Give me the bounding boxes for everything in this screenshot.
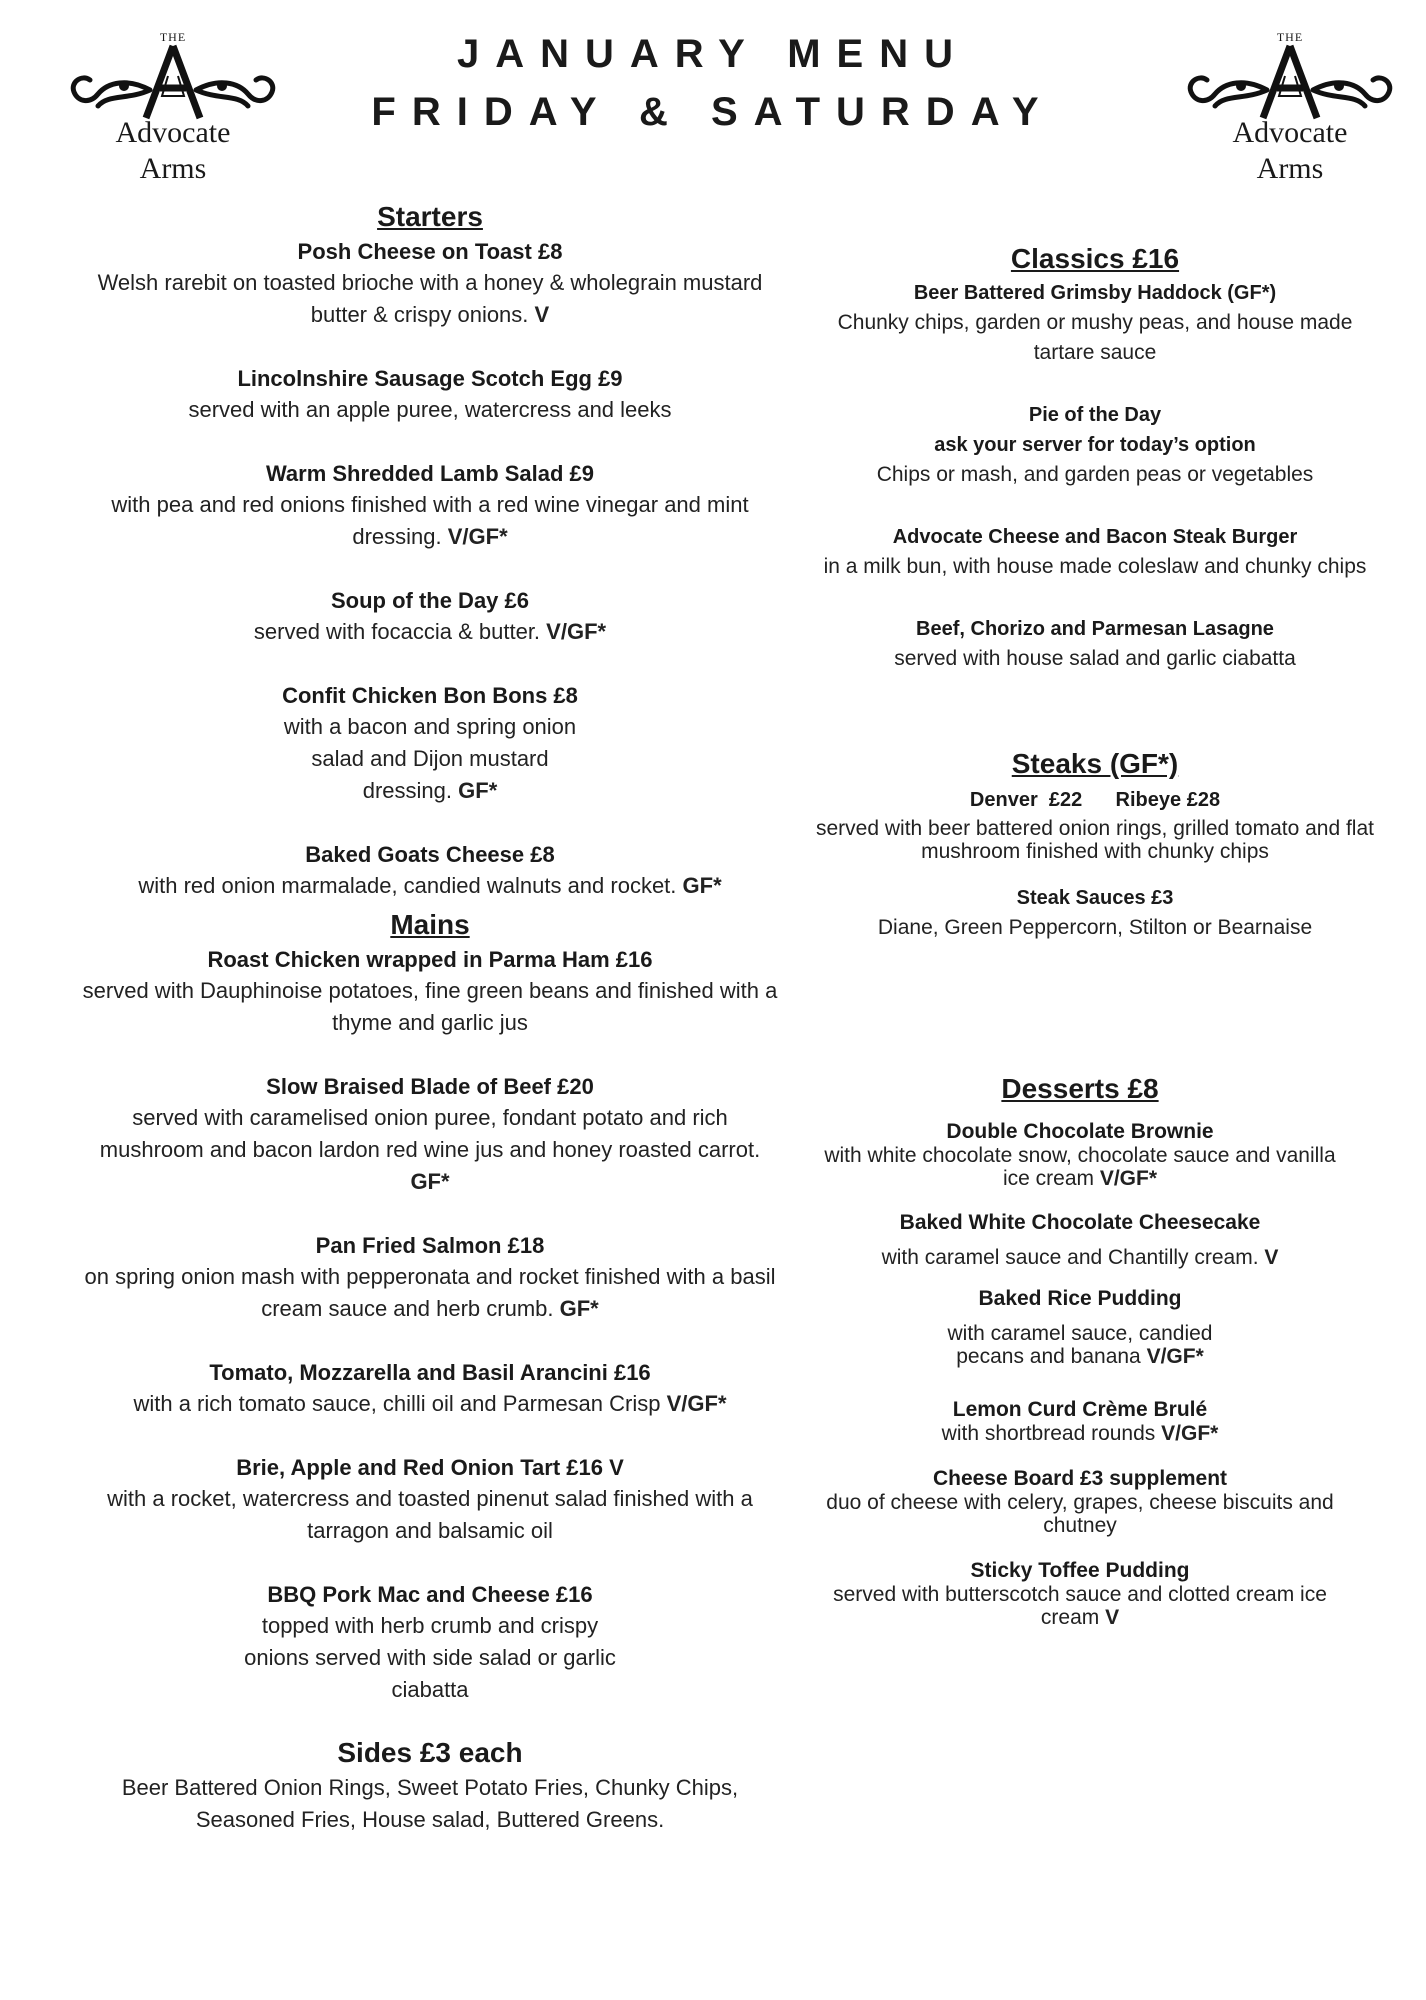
dessert-desc: with caramel sauce, candied pecans and banana V/GF*: [947, 1322, 1213, 1368]
dessert-desc: duo of cheese with celery, grapes, cheese biscuits and chutney: [826, 1491, 1334, 1537]
dessert-name: Baked White Chocolate Cheesecake: [899, 1211, 1261, 1234]
main-name: Pan Fried Salmon £18: [315, 1233, 545, 1258]
classic-name: Beef, Chorizo and Parmesan Lasagne: [916, 618, 1274, 640]
main-item: [70, 1357, 790, 1420]
dessert-name: Double Chocolate Brownie: [946, 1120, 1214, 1143]
dietary-tag: V/GF*: [1099, 1167, 1158, 1190]
dietary-tag: V/GF*: [447, 524, 508, 549]
dessert-name: Baked Rice Pudding: [978, 1287, 1182, 1310]
main-item: [70, 1452, 790, 1547]
logo-right: [1185, 28, 1395, 188]
starter-item: [70, 680, 790, 807]
dessert-name: Sticky Toffee Pudding: [970, 1559, 1190, 1582]
classics-section: [805, 240, 1385, 674]
left-column: [70, 198, 790, 1836]
dietary-tag: V: [1264, 1246, 1279, 1269]
dessert-desc: with shortbread rounds V/GF*: [941, 1422, 1219, 1445]
main-name: BBQ Pork Mac and Cheese £16: [267, 1582, 593, 1607]
classic-desc: Chunky chips, garden or mushy peas, and house made tartare sauce: [837, 311, 1353, 364]
main-desc: topped with herb crumb and crispy onions served with side salad or garlic ciabatta: [244, 1613, 616, 1702]
steak-desc: served with beer battered onion rings, grilled tomato and flat mushroom finished with chunky chips: [816, 817, 1374, 863]
starter-item: [70, 458, 790, 553]
steak-prices: Denver £22 Ribeye £28: [969, 789, 1221, 811]
starter-desc: with a bacon and spring onion salad and Dijon mustard dressing. GF*: [283, 714, 577, 803]
sides-heading: Sides £3 each: [337, 1737, 523, 1768]
starter-desc: with red onion marmalade, candied walnuts and rocket. GF*: [138, 873, 722, 898]
dietary-tag: V/GF*: [546, 619, 607, 644]
logo-the-text: THE: [159, 30, 187, 44]
starter-name: Baked Goats Cheese £8: [305, 842, 555, 867]
starter-name: Warm Shredded Lamb Salad £9: [265, 461, 595, 486]
dessert-desc: with white chocolate snow, chocolate sauce and vanilla ice cream V/GF*: [824, 1144, 1336, 1190]
dietary-tag: GF*: [559, 1296, 599, 1321]
classic-name: Pie of the Day: [1028, 404, 1162, 426]
logo-name-line1: Advocate: [1232, 116, 1348, 149]
steak-sauces-desc: Diane, Green Peppercorn, Stilton or Bearnaise: [877, 916, 1313, 939]
desserts-heading: Desserts £8: [1001, 1073, 1159, 1104]
main-desc: served with Dauphinoise potatoes, fine green beans and finished with a thyme and garlic jus: [82, 978, 778, 1035]
dietary-tag: V/GF*: [1146, 1345, 1204, 1368]
classic-desc: served with house salad and garlic ciabatta: [894, 647, 1296, 670]
dietary-tag: V/GF*: [666, 1391, 727, 1416]
classic-subname: ask your server for today’s option: [934, 434, 1256, 456]
main-name: Slow Braised Blade of Beef £20: [266, 1074, 594, 1099]
logo-name-line2: Arms: [1256, 152, 1324, 185]
dietary-tag: GF*: [682, 873, 722, 898]
starter-desc: served with focaccia & butter. V/GF*: [253, 619, 607, 644]
classic-name: Beer Battered Grimsby Haddock (GF*): [913, 282, 1277, 304]
menu-title-month: JANUARY MENU: [456, 32, 970, 76]
steak-sauces-name: Steak Sauces £3: [1016, 887, 1174, 909]
starter-desc: Welsh rarebit on toasted brioche with a honey & wholegrain mustard butter & crispy onions. V: [97, 270, 763, 327]
logo-the-text: THE: [1276, 30, 1304, 44]
logo-name-line2: Arms: [139, 152, 207, 185]
starter-item: [70, 585, 790, 648]
main-item: [70, 944, 790, 1039]
dietary-tag: V/GF*: [1161, 1422, 1219, 1445]
main-name: Tomato, Mozzarella and Basil Arancini £16: [209, 1360, 651, 1385]
menu-title-days: FRIDAY & SATURDAY: [371, 90, 1055, 134]
main-desc: with a rocket, watercress and toasted pinenut salad finished with a tarragon and balsamic oil: [107, 1486, 753, 1543]
starter-name: Posh Cheese on Toast £8: [297, 239, 563, 264]
main-item: [70, 1579, 790, 1706]
starter-name: Soup of the Day £6: [330, 588, 530, 613]
main-item: [70, 1230, 790, 1325]
main-desc: served with caramelised onion puree, fondant potato and rich mushroom and bacon lardon red wine jus and honey roasted carrot. GF*: [99, 1105, 761, 1194]
sides-desc: Beer Battered Onion Rings, Sweet Potato Fries, Chunky Chips, Seasoned Fries, House salad, Buttered Greens.: [121, 1775, 739, 1832]
starter-item: [70, 839, 790, 902]
main-name: Brie, Apple and Red Onion Tart £16 V: [236, 1455, 624, 1480]
main-desc: on spring onion mash with pepperonata and rocket finished with a basil cream sauce and herb crumb. GF*: [84, 1264, 776, 1321]
desserts-section: [790, 1070, 1370, 1629]
starter-name: Confit Chicken Bon Bons £8: [282, 683, 578, 708]
dessert-desc: with caramel sauce and Chantilly cream. V: [881, 1246, 1279, 1269]
main-name: Roast Chicken wrapped in Parma Ham £16: [207, 947, 653, 972]
dessert-desc: served with butterscotch sauce and clotted cream ice cream V: [833, 1583, 1327, 1629]
starter-item: [70, 236, 790, 331]
classic-name: Advocate Cheese and Bacon Steak Burger: [892, 526, 1298, 548]
dietary-tag: GF*: [458, 778, 498, 803]
steaks-section: [805, 745, 1385, 943]
starter-desc: served with an apple puree, watercress and leeks: [188, 397, 672, 422]
classics-heading: Classics £16: [1010, 243, 1180, 274]
main-item: [70, 1071, 790, 1198]
mains-heading: Mains: [390, 909, 470, 940]
starters-heading: Starters: [377, 201, 483, 232]
dessert-name: Lemon Curd Crème Brulé: [952, 1398, 1208, 1421]
starter-name: Lincolnshire Sausage Scotch Egg £9: [237, 366, 623, 391]
classic-desc: in a milk bun, with house made coleslaw and chunky chips: [823, 555, 1367, 578]
main-desc: with a rich tomato sauce, chilli oil and Parmesan Crisp V/GF*: [133, 1391, 727, 1416]
dietary-tag: V: [1105, 1606, 1120, 1629]
steaks-heading: Steaks (GF*): [1011, 748, 1179, 779]
dessert-name: Cheese Board £3 supplement: [932, 1467, 1228, 1490]
logo-left: [68, 28, 278, 188]
starter-item: [70, 363, 790, 426]
starter-desc: with pea and red onions finished with a red wine vinegar and mint dressing. V/GF*: [111, 492, 749, 549]
logo-name-line1: Advocate: [115, 116, 231, 149]
dietary-tag: GF*: [410, 1169, 450, 1194]
dietary-tag: V: [534, 302, 550, 327]
classic-desc: Chips or mash, and garden peas or vegetables: [876, 463, 1314, 486]
